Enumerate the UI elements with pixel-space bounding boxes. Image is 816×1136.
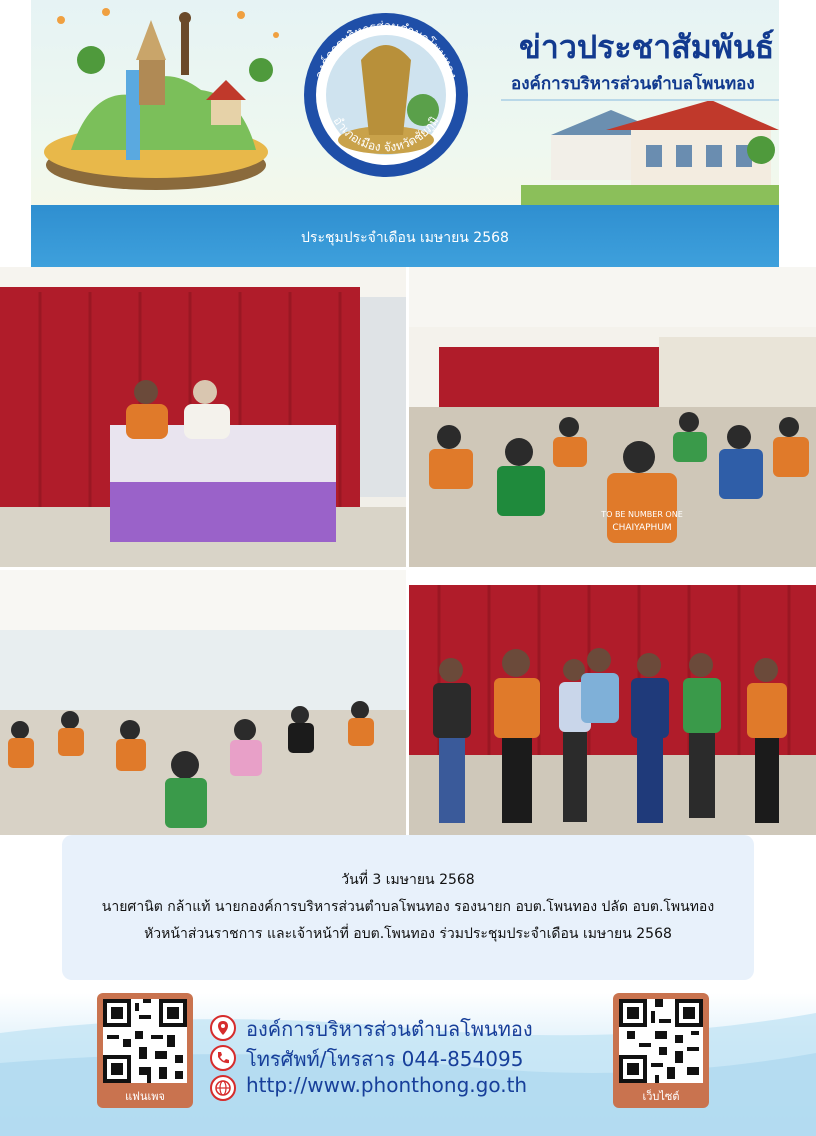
contact-footer xyxy=(0,993,816,1136)
svg-text:อำเภอเมือง จังหวัดชัยภูมิ xyxy=(331,114,442,154)
fanpage-qr-code[interactable] xyxy=(103,999,187,1083)
shirt-text: TO BE NUMBER ONE xyxy=(601,510,683,519)
page-title: ข่าวประชาสัมพันธ์ xyxy=(519,28,775,66)
fanpage-qr-card[interactable] xyxy=(97,993,193,1108)
caption-date: วันที่ 3 เมษายน 2568 xyxy=(341,872,475,888)
photo-group xyxy=(409,585,816,835)
website-link[interactable]: http://www.phonthong.go.th xyxy=(246,1073,528,1097)
photo-meeting-hall xyxy=(409,267,816,567)
organization-address: องค์การบริหารส่วนตำบลโพนทอง xyxy=(246,1017,533,1041)
caption-line-1: นายศานิต กล้าแท้ นายกองค์การบริหารส่วนตำบลโพนทอง รองนายก อบต.โพนทอง ปลัด อบต.โพนทอง xyxy=(101,899,715,915)
news-subtitle: ประชุมประจำเดือน เมษายน 2568 xyxy=(301,230,509,246)
globe-icon xyxy=(210,1075,236,1101)
header-banner xyxy=(31,0,779,205)
shirt-place-text: CHAIYAPHUM xyxy=(612,523,672,533)
phone-fax: โทรศัพท์/โทรสาร 044-854095 xyxy=(246,1047,524,1071)
location-pin-icon xyxy=(210,1015,236,1041)
organization-name: องค์การบริหารส่วนตำบลโพนทอง xyxy=(511,74,755,94)
qr-code-icon xyxy=(619,999,703,1083)
website-qr-card[interactable] xyxy=(613,993,709,1108)
photo-audience xyxy=(0,570,406,835)
qr-code-icon xyxy=(103,999,187,1083)
photo-head-table xyxy=(0,267,406,567)
news-caption xyxy=(62,835,754,980)
subtitle-bar xyxy=(31,205,779,267)
website-qr-code[interactable] xyxy=(619,999,703,1083)
phone-icon xyxy=(210,1045,236,1071)
seal-text-ring xyxy=(301,10,471,180)
website-qr-label: เว็บไซต์ xyxy=(642,1090,680,1103)
fanpage-qr-label: แฟนเพจ xyxy=(125,1090,165,1103)
seal-bottom-text: อำเภอเมือง จังหวัดชัยภูมิ xyxy=(330,113,442,155)
svg-text:องค์การบริหารส่วนตำบลโพนทอง xyxy=(312,19,459,80)
caption-line-2: หัวหน้าส่วนราชการ และเจ้าหน้าที่ อบต.โพนทอง ร่วมประชุมประจำเดือน เมษายน 2568 xyxy=(144,926,672,942)
seal-top-text: องค์การบริหารส่วนตำบลโพนทอง xyxy=(312,18,460,81)
